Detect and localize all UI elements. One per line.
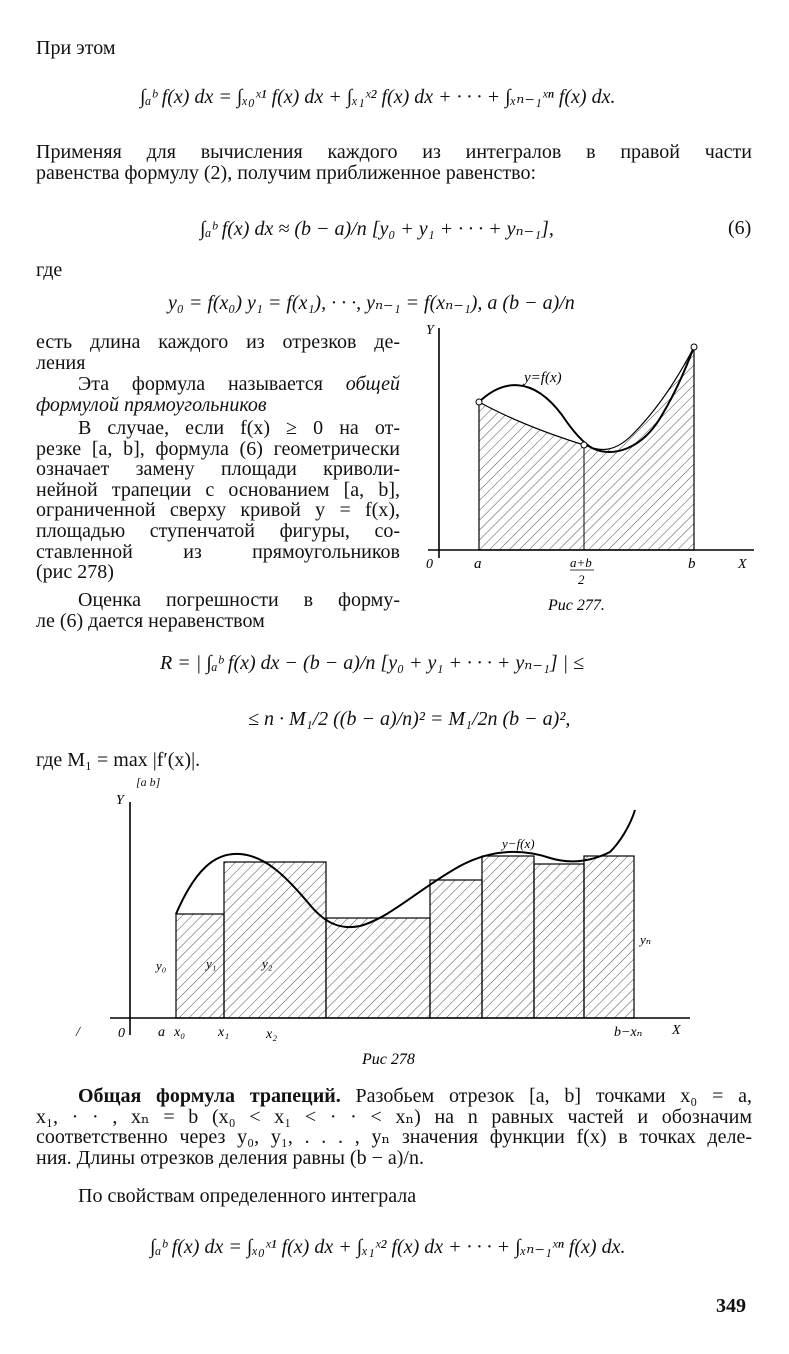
figure-caption: Рис 277.	[548, 597, 605, 614]
mid-den-label: 2	[578, 572, 585, 587]
left-column-p2	[78, 374, 400, 395]
figure-277	[412, 320, 772, 620]
text-line: нейной трапеции с основанием [a, b],	[36, 478, 400, 501]
y1-label: y₁	[206, 956, 217, 971]
trapezoid-paragraph	[36, 1086, 752, 1168]
a-label: a	[158, 1025, 165, 1040]
figure-caption: Рис 278	[362, 1051, 415, 1068]
text-line: площадью ступенчатой фигуры, со-	[36, 519, 400, 542]
y-axis-label: Y	[116, 793, 124, 808]
rect-6	[534, 864, 584, 1018]
x0-label: x₀	[174, 1025, 186, 1040]
b-label: b	[688, 556, 696, 572]
text-line: резке [a, b], формула (6) геометрически	[36, 437, 400, 460]
rect-1	[176, 914, 224, 1018]
curve-label: y−f(x)	[502, 836, 535, 851]
left-column-p4	[36, 590, 400, 631]
curve-label: y=f(x)	[524, 370, 562, 386]
rect-7	[584, 856, 634, 1018]
text-line: равенства формулу (2), получим приближенное равенство:	[36, 161, 537, 184]
text-line: ставленной из прямоугольников	[36, 540, 400, 563]
text-line: означает замену площади криволи-	[36, 458, 400, 481]
rect-4	[430, 880, 482, 1018]
origin-label: 0	[426, 557, 433, 572]
mid-num-label: a+b	[570, 555, 592, 570]
rect-3	[326, 918, 430, 1018]
rect-2	[224, 862, 326, 1018]
text-line: Оценка погрешности в форму-	[78, 589, 400, 611]
formula-definitions: y₀ = f(x₀) y₁ = f(x₁), · · ·, yₙ₋₁ = f(xₙ₋₁), а (b − a)/n	[168, 292, 575, 314]
x1-label: x₁	[218, 1025, 230, 1040]
term-italic: общей	[345, 373, 400, 395]
section-title: Общая формула трапеций.	[78, 1085, 341, 1107]
rect-5	[482, 856, 534, 1018]
formula-rectangles: ∫ₐᵇ f(x) dx ≈ (b − a)/n [y₀ + y₁ + · · · + yₙ₋₁],	[200, 218, 554, 240]
paragraph-apply-formula	[36, 142, 752, 183]
x-axis-label: X	[672, 1023, 681, 1038]
point-a	[476, 399, 482, 405]
text-line: В случае, если f(x) ≥ 0 на от-	[78, 417, 400, 439]
origin-label: 0	[118, 1026, 125, 1041]
text-line: Применяя для вычисления каждого из интегралов в правой части	[36, 141, 752, 163]
text-line	[36, 1086, 752, 1107]
text-line: ления	[36, 351, 86, 374]
left-column-p3	[36, 418, 400, 583]
left-column-p1	[36, 332, 400, 373]
y-axis-label: Y	[426, 323, 434, 338]
text-line: ния. Длины отрезков деления равны (b − a)/n.	[36, 1146, 424, 1169]
y2-label: y₂	[262, 956, 273, 971]
x2-label: x₂	[266, 1027, 278, 1042]
formula-split-integral-2: ∫ₐᵇ f(x) dx = ∫ₓ₀ˣ¹ f(x) dx + ∫ₓ₁ˣ² f(x) dx + · · · + ∫ₓₙ₋₁ˣⁿ f(x) dx.	[150, 1236, 626, 1258]
text-line: есть длина каждого из отрезков де-	[36, 331, 400, 353]
x-axis-label: X	[738, 557, 747, 572]
a-label: a	[474, 556, 482, 572]
formula-error-1: R = | ∫ₐᵇ f(x) dx − (b − a)/n [y₀ + y₁ + · · · + yₙ₋₁] | ≤	[160, 652, 585, 674]
max-subscript: [a b]	[136, 775, 161, 789]
formula-error-2: ≤ n · M₁/2 ((b − a)/n)² = M₁/2n (b − a)²,	[248, 708, 571, 730]
bxn-label: b−xₙ	[614, 1025, 643, 1040]
yn-label: yₙ	[640, 932, 652, 947]
formula-split-integral: ∫ₐᵇ f(x) dx = ∫ₓ₀ˣ¹ f(x) dx + ∫ₓ₁ˣ² f(x) dx + · · · + ∫ₓₙ₋₁ˣⁿ f(x) dx.	[140, 86, 616, 108]
y0-label: y₀	[156, 958, 167, 973]
page-number: 349	[716, 1295, 746, 1317]
point-b	[691, 344, 697, 350]
figure-278	[60, 790, 710, 1080]
point-mid	[581, 442, 587, 448]
intro-text: При этом	[36, 37, 116, 59]
text-line: соответственно через y₀, y₁, . . . , yₙ значения функции f(x) в точках деле-	[36, 1126, 752, 1149]
term-italic-line: формулой прямоугольников	[36, 394, 267, 416]
text-line: ле (6) дается неравенством	[36, 609, 265, 632]
text-line: x₁, · · , xₙ = b (x₀ < x₁ < · · < xₙ) на n равных частей и обозначим	[36, 1105, 752, 1128]
hatched-area	[479, 347, 694, 550]
text-segment: Эта формула называется	[78, 373, 346, 395]
by-properties-text: По свойствам определенного интеграла	[78, 1185, 417, 1207]
text-line: ограниченной сверху кривой y = f(x),	[36, 499, 400, 522]
text-segment: Разобьем отрезок [a, b] точками x₀ = a,	[355, 1085, 753, 1107]
text-line: (рис 278)	[36, 561, 114, 584]
where-max-text: где M₁ = max |f′(x)|.	[36, 749, 201, 771]
stray-mark: /	[76, 1025, 80, 1040]
where-label: где	[36, 259, 63, 281]
formula-number: (6)	[728, 217, 752, 239]
